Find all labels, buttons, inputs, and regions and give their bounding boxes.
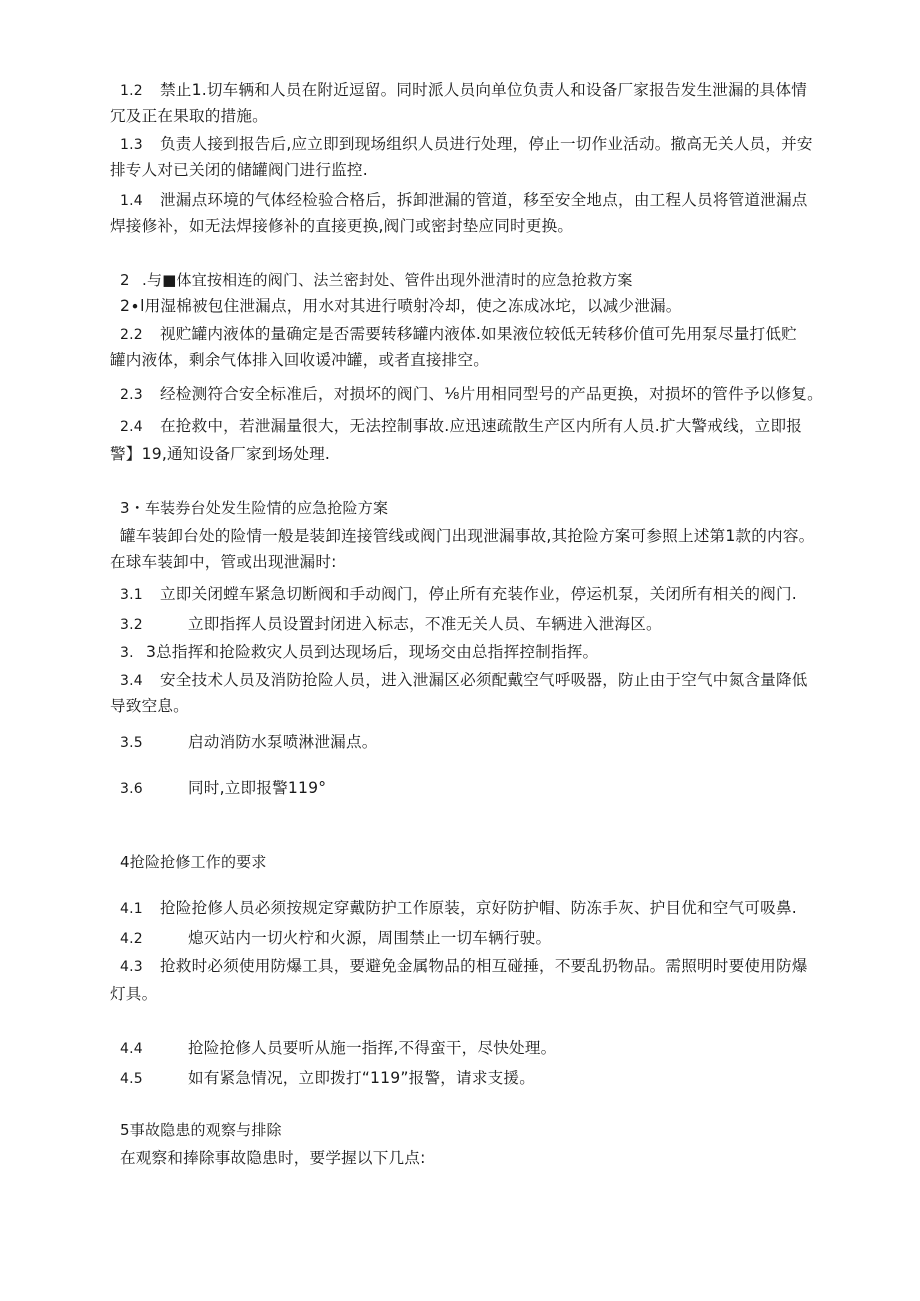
item-number: 3.2	[120, 617, 143, 633]
paragraph-2-3: 2.3 经检测符合安全标准后，对损坏的阀门、⅛片用相同型号的产品更换，对损坏的管件予以修复。	[120, 382, 880, 407]
item-number: 4.4	[120, 1041, 143, 1057]
section-5-heading: 5事故隐患的观察与排除	[120, 1121, 282, 1139]
item-number: 2.3	[120, 387, 143, 403]
item-number: 3.1	[120, 587, 143, 603]
paragraph-1-3-line-2: 排专人对已关闭的储罐阀门进行监控.	[110, 161, 368, 179]
item-number: 4.2	[120, 931, 143, 947]
item-number: 1.4	[120, 193, 143, 209]
paragraph-4-3-line-1: 4.3 抢救时必须使用防爆工具，要避免金属物品的相互碰捶，不要乱扔物品。需照明时要使用防爆	[120, 954, 880, 979]
paragraph-4-1: 4.1 抢险抢修人员必须按规定穿戴防护工作原装，京好防护帽、防冻手灰、护目优和空气可吸鼻.	[120, 896, 880, 921]
paragraph-4-2: 4.2 熄灭站内一切火柠和火源，周围禁止一切车辆行驶。	[120, 926, 880, 951]
section-2-heading: 2 .与■体宜按相连的阀门、法兰密封处、管件出现外泄清时的应急抢救方案	[120, 268, 880, 292]
paragraph-1-2-line-1: 1.2 禁止1.切车辆和人员在附近逗留。同时派人员向单位负责人和设备厂家报告发生泄漏的具体情	[120, 78, 880, 103]
paragraph-3-2: 3.2 立即指挥人员设置封闭进入标志，不准无关人员、车辆进入泄海区。	[120, 612, 880, 637]
paragraph-3-4-line-1: 3.4 安全技术人员及消防抢险人员，进入泄漏区必须配戴空气呼吸器，防止由于空气中氮含量降低	[120, 668, 880, 693]
paragraph-2-4-line-2: 警】19,通知设备厂家到场处理.	[110, 445, 331, 463]
paragraph-3-1: 3.1 立即关闭螳车紧急切断阀和手动阀门，停止所有充装作业，停运机泵，关闭所有相关的阀门.	[120, 582, 880, 607]
item-number: 1.3	[120, 137, 143, 153]
paragraph-3-3: 3. 3总指挥和抢险救灾人员到达现场后，现场交由总指挥控制指挥。	[120, 640, 880, 665]
item-number: 1.2	[120, 83, 143, 99]
item-number: 4.1	[120, 901, 143, 917]
paragraph-4-3-line-2: 灯具。	[110, 985, 158, 1003]
section-3-intro-line-1: 罐车装卸台处的险情一般是装卸连接管线或阀门出现泄漏事故,其抢险方案可参照上述第1款的内容。	[120, 527, 815, 545]
paragraph-3-4-line-2: 导致空息。	[110, 697, 189, 715]
item-number: 4.5	[120, 1071, 143, 1087]
section-number: 2	[120, 271, 130, 289]
paragraph-1-3-line-1: 1.3 负责人接到报告后,应立即到现场组织人员进行处理，停止一切作业活动。撤高无关人员，并安	[120, 132, 880, 157]
section-3-intro-line-2: 在球车装卸中，管或出现泄漏时:	[110, 553, 337, 571]
paragraph-1-2-line-2: 冗及正在果取的措施。	[110, 107, 268, 125]
paragraph-4-5: 4.5 如有紧急情况，立即拨打“119”报警，请求支援。	[120, 1066, 880, 1091]
section-3-heading: 3・车装券台处发生险情的应急抢险方案	[120, 499, 389, 517]
paragraph-4-4: 4.4 抢险抢修人员要听从施一指挥,不得蛮干，尽快处理。	[120, 1036, 880, 1061]
item-number: 4.3	[120, 959, 143, 975]
item-number: 3.5	[120, 735, 143, 751]
item-number: 2.4	[120, 419, 143, 435]
paragraph-1-4-line-1: 1.4 泄漏点环境的气体经检验合格后，拆卸泄漏的管道，移至安全地点，由工程人员将管道泄漏点	[120, 188, 880, 213]
paragraph-3-6: 3.6 同时,立即报警119°	[120, 776, 880, 801]
item-number: 2.2	[120, 327, 143, 343]
paragraph-3-5: 3.5 启动消防水泵喷淋泄漏点。	[120, 730, 880, 755]
paragraph-1-4-line-2: 焊接修补，如无法焊接修补的直接更换,阀门或密封垫应同时更换。	[110, 217, 574, 235]
paragraph-2-4-line-1: 2.4 在抢救中，若泄漏量很大，无法控制事故.应迅速疏散生产区内所有人员.扩大警戒线，立即报	[120, 414, 880, 439]
paragraph-2-2-line-1: 2.2 视贮罐内液体的量确定是否需要转移罐内液体.如果液位较低无转移价值可先用泵尽量打低贮	[120, 322, 880, 347]
section-4-heading: 4抢险抢修工作的要求	[120, 853, 267, 871]
paragraph-2-2-line-2: 罐内液体，剩余气体排入回收谖冲罐，或者直接排空。	[110, 351, 490, 369]
item-number: 3.4	[120, 673, 143, 689]
item-number: 3.6	[120, 781, 143, 797]
paragraph-2-1: 2∙l用湿棉被包住泄漏点，用水对其进行喷射冷却，使之冻成冰坨，以减少泄漏。	[120, 297, 682, 315]
section-5-paragraph: 在观察和捧除事故隐患时，要学握以下几点:	[120, 1149, 426, 1167]
item-number: 3.	[120, 645, 134, 661]
